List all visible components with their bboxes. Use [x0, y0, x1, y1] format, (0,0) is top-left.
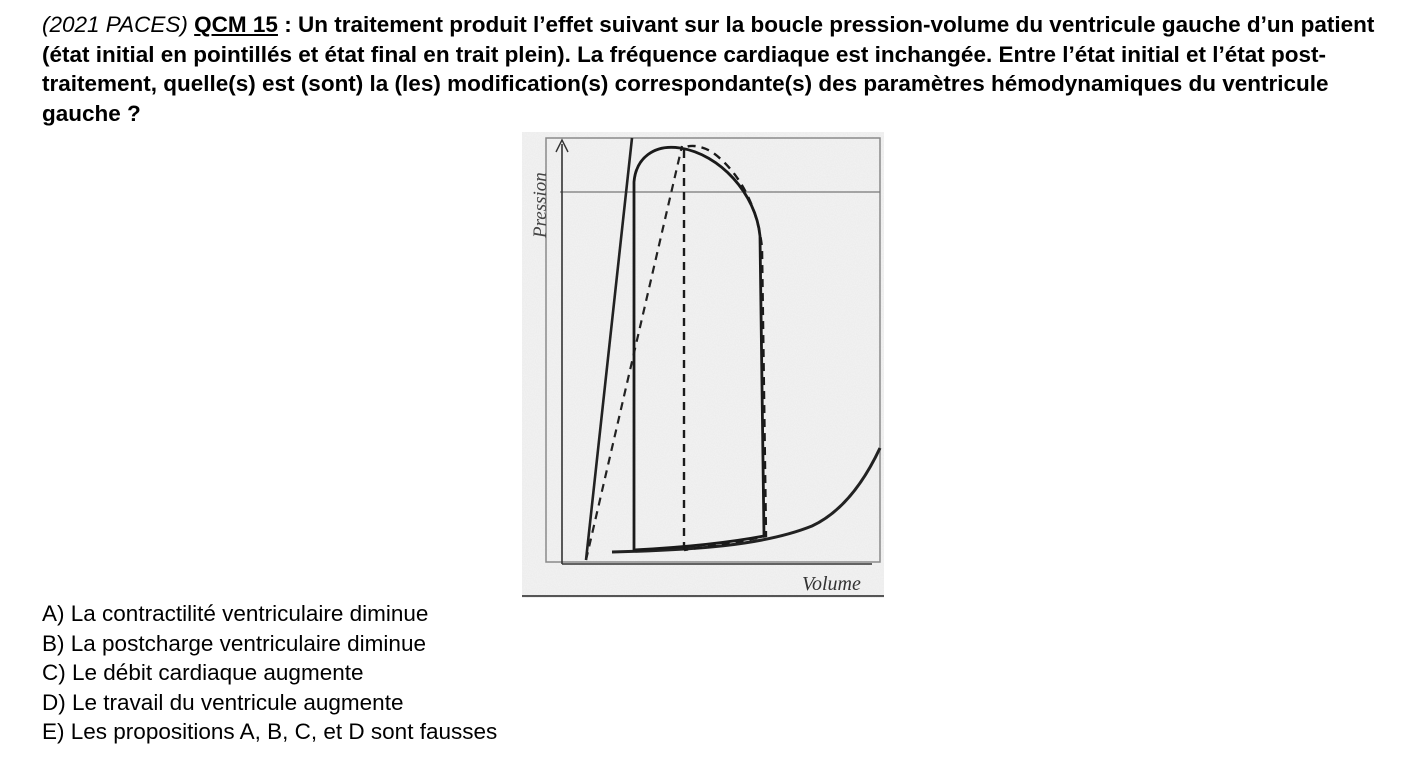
choice-letter: B): [42, 630, 65, 656]
question-source: (2021 PACES): [42, 12, 188, 37]
choice-b[interactable]: [42, 629, 497, 659]
choice-text: Le travail du ventricule augmente: [72, 689, 404, 715]
choice-c[interactable]: [42, 658, 497, 688]
choice-letter: E): [42, 719, 65, 744]
x-axis-label: Volume: [802, 573, 861, 595]
choice-a[interactable]: [42, 599, 497, 629]
choice-letter: A): [42, 601, 65, 626]
choice-text: Le débit cardiaque augmente: [72, 660, 364, 685]
choice-text: Les propositions A, B, C, et D sont fausses: [70, 719, 498, 744]
question-separator: :: [277, 12, 298, 37]
question-text: [42, 10, 1382, 128]
figure-texture: [522, 132, 884, 598]
pressure-volume-diagram: [522, 132, 884, 598]
choice-text: La postcharge ventriculaire diminue: [70, 630, 426, 656]
choice-d[interactable]: [42, 688, 497, 718]
choice-e[interactable]: [42, 717, 497, 747]
choice-letter: C): [42, 660, 66, 685]
question-body: Un traitement produit l’effet suivant sur la boucle pression-volume du ventricule gauche d’un patient (état initial en pointillés et état final en trait plein). La fréquence cardiaque est inchangée. Entre l’état initial et l’état post-traitement, quelle(s) est (sont) la (les) modification(s) correspondante(s) des paramètres hémodynamiques du ventricule gauche ?: [42, 12, 1375, 126]
pressure-volume-figure: [522, 132, 884, 598]
choice-text: La contractilité ventriculaire diminue: [70, 601, 429, 626]
choice-letter: D): [42, 689, 66, 715]
answer-choices: [42, 599, 497, 747]
question-number: QCM 15: [194, 12, 278, 37]
y-axis-label: Pression: [530, 172, 551, 238]
